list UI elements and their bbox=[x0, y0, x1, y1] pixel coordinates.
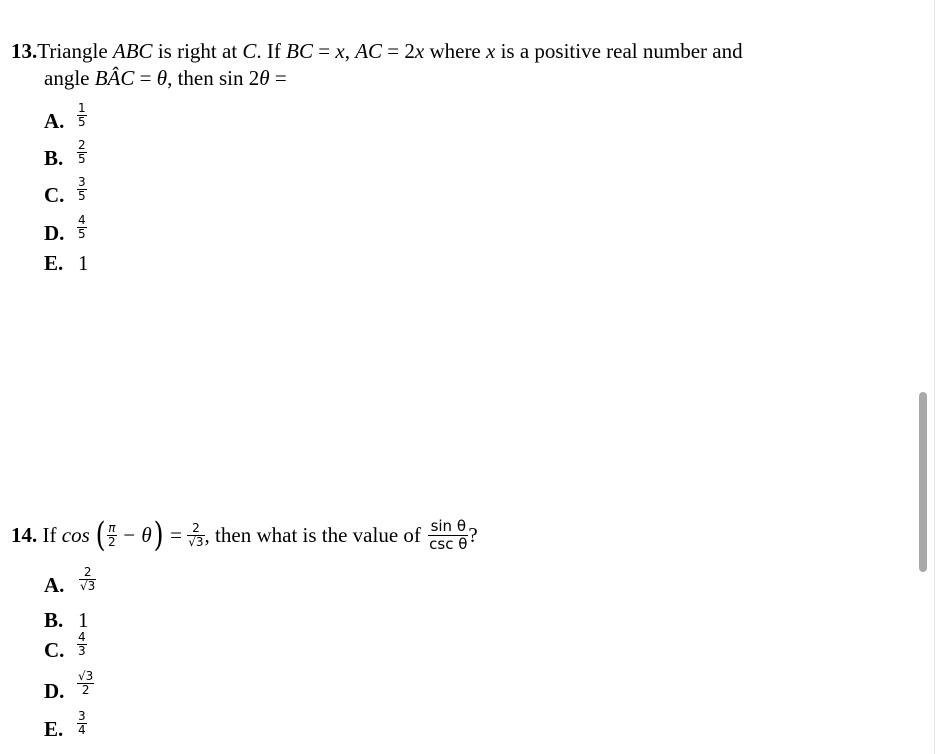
text: If bbox=[37, 522, 62, 547]
denominator: 5 bbox=[78, 115, 86, 129]
text: Triangle bbox=[37, 39, 113, 63]
option-letter: D. bbox=[44, 679, 65, 703]
q14-option-d[interactable] bbox=[44, 670, 124, 708]
q14-option-c[interactable] bbox=[44, 631, 124, 667]
numerator: 2 bbox=[192, 520, 200, 535]
math-var: AC bbox=[355, 39, 383, 63]
fraction bbox=[79, 566, 96, 593]
denominator: 2 bbox=[108, 534, 116, 549]
denominator: 5 bbox=[78, 189, 86, 203]
option-letter: B. bbox=[44, 608, 64, 632]
numerator: 4 bbox=[78, 630, 86, 644]
q14-option-a[interactable] bbox=[44, 566, 124, 606]
fraction bbox=[77, 102, 87, 129]
fraction bbox=[77, 139, 87, 166]
text: is a positive real number and bbox=[495, 39, 743, 63]
fraction bbox=[77, 631, 87, 658]
numerator: 1 bbox=[78, 101, 86, 115]
open-paren: ( bbox=[95, 515, 106, 555]
option-letter: A. bbox=[44, 109, 65, 133]
math-var: C bbox=[242, 39, 257, 63]
math-var: x bbox=[414, 39, 425, 63]
q13-option-c[interactable] bbox=[44, 176, 124, 212]
q13-option-e[interactable] bbox=[44, 253, 124, 275]
math-var: ABC bbox=[112, 39, 153, 63]
close-paren: ) bbox=[153, 515, 164, 555]
question-14-number: 14. bbox=[11, 522, 38, 547]
denominator: √3 bbox=[188, 534, 204, 549]
scrollbar-thumb[interactable] bbox=[919, 392, 927, 572]
text: angle bbox=[44, 66, 95, 90]
text: ? bbox=[468, 522, 478, 547]
option-letter: B. bbox=[44, 146, 64, 170]
math-var: x bbox=[486, 39, 496, 63]
option-letter: D. bbox=[44, 221, 65, 245]
math-var: BÂC bbox=[94, 66, 135, 90]
text: = bbox=[134, 66, 157, 90]
text: , then sin 2 bbox=[167, 66, 260, 90]
denominator: csc θ bbox=[429, 534, 468, 553]
question-13-line-1 bbox=[11, 41, 743, 62]
option-value: 1 bbox=[78, 251, 89, 275]
question-14-line bbox=[11, 513, 478, 557]
q13-option-d[interactable] bbox=[44, 214, 124, 250]
q13-option-b[interactable] bbox=[44, 139, 124, 175]
option-letter: E. bbox=[44, 717, 64, 741]
math-var: x bbox=[335, 39, 345, 63]
text: , then what is the value of bbox=[204, 522, 427, 547]
denominator: 3 bbox=[78, 644, 86, 658]
numerator: √3 bbox=[78, 669, 94, 683]
math-func: cos bbox=[61, 522, 90, 547]
fraction bbox=[77, 670, 94, 697]
numerator: 2 bbox=[83, 565, 92, 579]
q13-option-a[interactable] bbox=[44, 102, 124, 138]
denominator: 4 bbox=[78, 723, 86, 737]
text: . If bbox=[256, 39, 287, 63]
option-letter: C. bbox=[44, 638, 65, 662]
numerator: 3 bbox=[78, 709, 86, 723]
numerator: 4 bbox=[78, 213, 86, 227]
fraction bbox=[107, 522, 117, 549]
numerator: 3 bbox=[78, 175, 86, 189]
option-letter: C. bbox=[44, 183, 65, 207]
text: = 2 bbox=[382, 39, 415, 63]
fraction bbox=[428, 518, 468, 553]
option-value: 1 bbox=[78, 608, 89, 632]
text: = bbox=[313, 39, 336, 63]
denominator: 5 bbox=[78, 152, 86, 166]
text: is right at bbox=[152, 39, 243, 63]
fraction bbox=[77, 176, 87, 203]
question-13-number: 13. bbox=[11, 39, 38, 63]
math-var: θ bbox=[259, 66, 270, 90]
option-letter: A. bbox=[44, 573, 65, 597]
question-13-line-2 bbox=[44, 68, 287, 89]
denominator: 2 bbox=[81, 683, 90, 697]
math-var: BC bbox=[286, 39, 314, 63]
fraction bbox=[77, 710, 87, 737]
text: − θ bbox=[116, 522, 152, 547]
numerator: π bbox=[108, 520, 116, 535]
q14-option-b[interactable] bbox=[44, 610, 124, 632]
q14-option-e[interactable] bbox=[44, 710, 124, 748]
option-letter: E. bbox=[44, 251, 64, 275]
math-var: θ bbox=[156, 66, 168, 90]
text: = bbox=[269, 66, 287, 90]
fraction bbox=[77, 214, 87, 241]
text: where bbox=[424, 39, 487, 63]
scrollbar-track[interactable] bbox=[916, 0, 935, 754]
fraction bbox=[187, 522, 204, 549]
denominator: 5 bbox=[78, 227, 86, 241]
numerator: 2 bbox=[78, 138, 86, 152]
numerator: sin θ bbox=[430, 516, 466, 535]
denominator: √3 bbox=[80, 579, 96, 593]
text: = bbox=[164, 522, 188, 547]
text: , bbox=[344, 39, 356, 63]
